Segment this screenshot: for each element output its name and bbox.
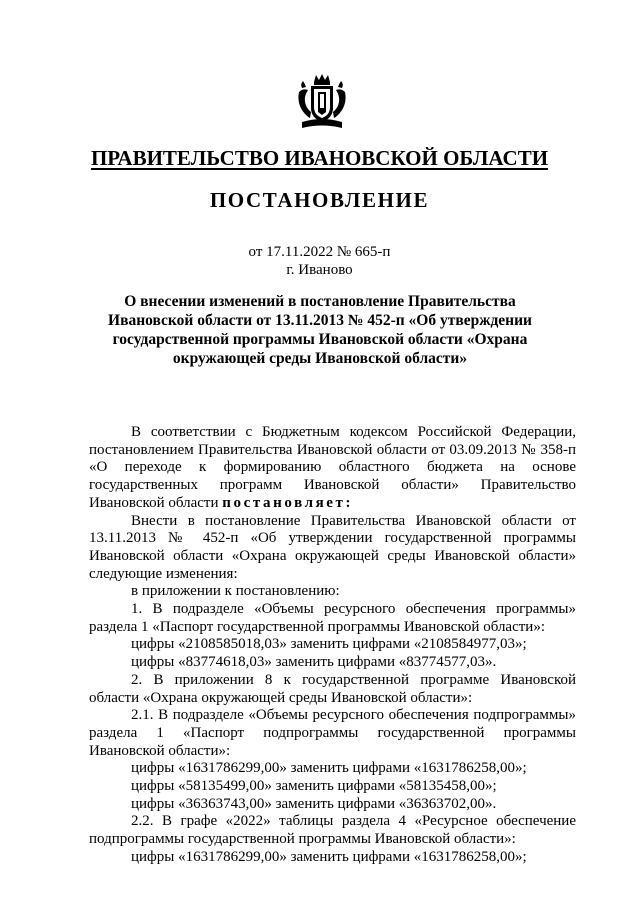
preamble-text: В соответствии с Бюджетным кодексом Российской Федерации, постановлением Правительства Ивановской области от 03.09.2013 № 358-п «О переходе к формированию областного бюджета на основе государственных программ Ивановской области» Правительство Ивановской области [89, 424, 576, 511]
replacement-line: цифры «1631786299,00» заменить цифрами «1631786258,00»; [131, 848, 527, 865]
replacement-line: цифры «36363743,00» заменить цифрами «36363702,00». [131, 795, 497, 812]
preamble-paragraph [89, 424, 576, 513]
decree-word: постановляет: [222, 494, 354, 511]
document-city: г. Иваново [286, 262, 353, 278]
paragraph-item-1: 1. В подразделе «Объемы ресурсного обеспечения программы» раздела 1 «Паспорт государственной программы Ивановской области»: [89, 601, 576, 635]
paragraph-item-2-2: 2.2. В графе «2022» таблицы раздела 4 «Ресурсное обеспечение подпрограммы государственной программы Ивановской области»: [89, 813, 576, 848]
paragraph-amend: Внести в постановление Правительства Ивановской области от 13.11.2013 № 452-п «Об утверждении государственной программы Ивановской области «Охрана окружающей среды Ивановской области» следующие изменения: [89, 512, 576, 582]
document-type: ПОСТАНОВЛЕНИЕ [209, 188, 430, 212]
paragraph-item-2-1: 2.1. В подразделе «Объемы ресурсного обеспечения подпрограммы» раздела 1 «Паспорт подпрограммы государственной программы Ивановской области»: [89, 707, 576, 759]
document-body [89, 424, 576, 867]
replacement-line: цифры «83774618,03» заменить цифрами «83774577,03». [131, 654, 497, 671]
paragraph-annex: в приложении к постановлению: [131, 583, 340, 600]
paragraph-item-2: 2. В приложении 8 к государственной программе Ивановской области «Охрана окружающей среды Ивановской области»: [89, 671, 576, 706]
replacement-line: цифры «2108585018,03» заменить цифрами «2108584977,03»; [131, 636, 527, 653]
government-title: ПРАВИТЕЛЬСТВО ИВАНОВСКОЙ ОБЛАСТИ [90, 146, 549, 170]
coat-of-arms-icon [296, 72, 348, 132]
replacement-line: цифры «58135499,00» заменить цифрами «58135458,00»; [131, 778, 497, 795]
replacement-line: цифры «1631786299,00» заменить цифрами «1631786258,00»; [131, 760, 527, 777]
document-subject: О внесении изменений в постановление Правительства Ивановской области от 13.11.2013 № 452-п «Об утверждении государственной программы Ивановской области «Охрана окружающей среды Ивановской области» [108, 293, 532, 367]
document-date-number: от 17.11.2022 № 665-п [248, 244, 391, 260]
